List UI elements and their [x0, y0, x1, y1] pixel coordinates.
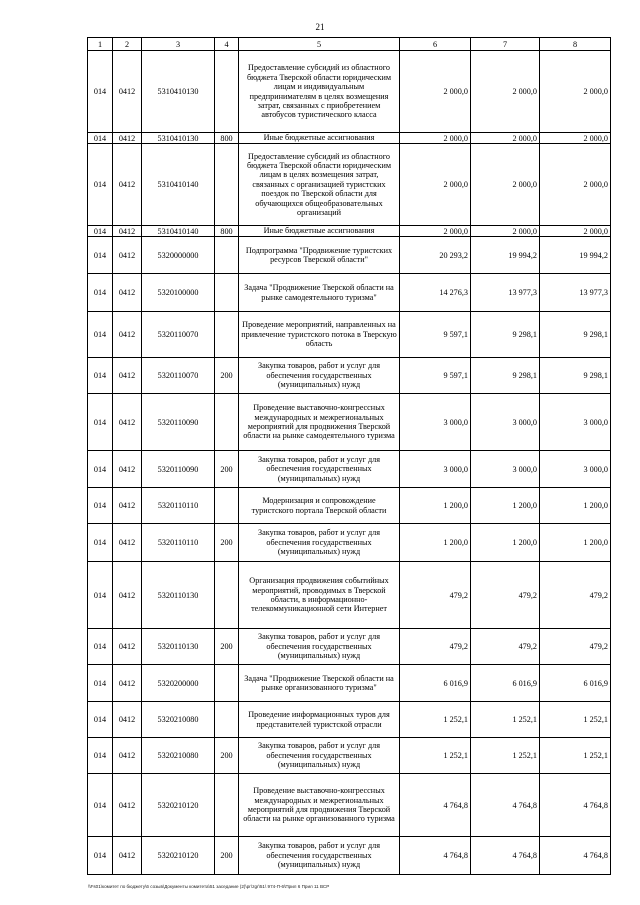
admin-code-cell: 014	[88, 562, 113, 629]
header-col-2: 2	[113, 38, 142, 51]
header-row	[88, 38, 611, 51]
table-row	[88, 133, 611, 144]
admin-code-cell: 014	[88, 837, 113, 875]
item-name-cell: Предоставление субсидий из областного бюджета Тверской области юридическим лицам в целях возмещения затрат, связанных с организацией туристских поездок по Тверской области для обучающихся общеобразовательных организаций	[239, 144, 400, 226]
table-row	[88, 665, 611, 702]
amount-year1-cell: 1 252,1	[400, 702, 471, 738]
expense-type-cell	[215, 237, 239, 274]
amount-year1-cell: 9 597,1	[400, 358, 471, 394]
amount-year2-cell: 2 000,0	[471, 226, 540, 237]
admin-code-cell: 014	[88, 133, 113, 144]
item-name-cell: Подпрограмма "Продвижение туристских ресурсов Тверской области"	[239, 237, 400, 274]
section-code-cell: 0412	[113, 702, 142, 738]
amount-year3-cell: 1 200,0	[540, 524, 611, 562]
amount-year1-cell: 2 000,0	[400, 226, 471, 237]
table-row	[88, 226, 611, 237]
amount-year3-cell: 9 298,1	[540, 312, 611, 358]
section-code-cell: 0412	[113, 394, 142, 451]
amount-year2-cell: 1 252,1	[471, 702, 540, 738]
footer-file-path: \\Fs01\комитет по бюджету\6 созыв\Документы комитета\51 заседание (2)\рг\zgr\51\ 974-П-6\Прил 6 Прил 11 ВСР	[88, 884, 330, 889]
section-code-cell: 0412	[113, 774, 142, 837]
expense-type-cell: 200	[215, 451, 239, 488]
item-name-cell: Закупка товаров, работ и услуг для обеспечения государственных (муниципальных) нужд	[239, 629, 400, 665]
target-article-cell: 5320110090	[142, 451, 215, 488]
admin-code-cell: 014	[88, 702, 113, 738]
expense-type-cell	[215, 562, 239, 629]
amount-year1-cell: 6 016,9	[400, 665, 471, 702]
item-name-cell: Иные бюджетные ассигнования	[239, 133, 400, 144]
header-col-6: 6	[400, 38, 471, 51]
amount-year2-cell: 6 016,9	[471, 665, 540, 702]
admin-code-cell: 014	[88, 774, 113, 837]
amount-year3-cell: 1 252,1	[540, 702, 611, 738]
amount-year1-cell: 479,2	[400, 629, 471, 665]
admin-code-cell: 014	[88, 358, 113, 394]
table-row	[88, 562, 611, 629]
expense-type-cell: 200	[215, 358, 239, 394]
amount-year3-cell: 6 016,9	[540, 665, 611, 702]
section-code-cell: 0412	[113, 488, 142, 524]
header-col-8: 8	[540, 38, 611, 51]
amount-year2-cell: 1 252,1	[471, 738, 540, 774]
admin-code-cell: 014	[88, 451, 113, 488]
section-code-cell: 0412	[113, 144, 142, 226]
amount-year3-cell: 4 764,8	[540, 774, 611, 837]
amount-year1-cell: 2 000,0	[400, 133, 471, 144]
header-col-5: 5	[239, 38, 400, 51]
section-code-cell: 0412	[113, 738, 142, 774]
section-code-cell: 0412	[113, 629, 142, 665]
target-article-cell: 5320110130	[142, 562, 215, 629]
table-row	[88, 358, 611, 394]
admin-code-cell: 014	[88, 274, 113, 312]
amount-year1-cell: 1 200,0	[400, 488, 471, 524]
section-code-cell: 0412	[113, 665, 142, 702]
amount-year1-cell: 3 000,0	[400, 451, 471, 488]
section-code-cell: 0412	[113, 524, 142, 562]
table-row	[88, 774, 611, 837]
target-article-cell: 5320210120	[142, 837, 215, 875]
target-article-cell: 5320110090	[142, 394, 215, 451]
target-article-cell: 5320210120	[142, 774, 215, 837]
amount-year2-cell: 1 200,0	[471, 524, 540, 562]
amount-year2-cell: 3 000,0	[471, 394, 540, 451]
expense-type-cell: 200	[215, 629, 239, 665]
target-article-cell: 5320000000	[142, 237, 215, 274]
amount-year3-cell: 1 252,1	[540, 738, 611, 774]
item-name-cell: Предоставление субсидий из областного бюджета Тверской области юридическим лицам и индивидуальным предпринимателям в целях возмещения затрат, связанных с приобретением автобусов туристического класса	[239, 51, 400, 133]
target-article-cell: 5320210080	[142, 738, 215, 774]
section-code-cell: 0412	[113, 562, 142, 629]
expense-type-cell: 800	[215, 133, 239, 144]
item-name-cell: Проведение мероприятий, направленных на привлечение туристского потока в Тверскую область	[239, 312, 400, 358]
table-row	[88, 738, 611, 774]
expense-type-cell	[215, 774, 239, 837]
amount-year1-cell: 2 000,0	[400, 51, 471, 133]
budget-table	[87, 37, 611, 875]
target-article-cell: 5320200000	[142, 665, 215, 702]
admin-code-cell: 014	[88, 144, 113, 226]
amount-year2-cell: 19 994,2	[471, 237, 540, 274]
item-name-cell: Модернизация и сопровождение туристского портала Тверской области	[239, 488, 400, 524]
expense-type-cell	[215, 488, 239, 524]
expense-type-cell: 200	[215, 738, 239, 774]
table-row	[88, 451, 611, 488]
expense-type-cell	[215, 702, 239, 738]
admin-code-cell: 014	[88, 312, 113, 358]
amount-year3-cell: 1 200,0	[540, 488, 611, 524]
amount-year3-cell: 479,2	[540, 629, 611, 665]
item-name-cell: Закупка товаров, работ и услуг для обеспечения государственных (муниципальных) нужд	[239, 524, 400, 562]
section-code-cell: 0412	[113, 358, 142, 394]
amount-year1-cell: 479,2	[400, 562, 471, 629]
table-row	[88, 702, 611, 738]
target-article-cell: 5310410130	[142, 133, 215, 144]
target-article-cell: 5320110110	[142, 488, 215, 524]
section-code-cell: 0412	[113, 226, 142, 237]
target-article-cell: 5320110130	[142, 629, 215, 665]
amount-year1-cell: 14 276,3	[400, 274, 471, 312]
amount-year3-cell: 2 000,0	[540, 226, 611, 237]
target-article-cell: 5320210080	[142, 702, 215, 738]
amount-year3-cell: 2 000,0	[540, 133, 611, 144]
amount-year2-cell: 1 200,0	[471, 488, 540, 524]
admin-code-cell: 014	[88, 226, 113, 237]
amount-year1-cell: 3 000,0	[400, 394, 471, 451]
amount-year2-cell: 2 000,0	[471, 51, 540, 133]
table-row	[88, 274, 611, 312]
admin-code-cell: 014	[88, 524, 113, 562]
header-col-7: 7	[471, 38, 540, 51]
header-col-3: 3	[142, 38, 215, 51]
item-name-cell: Закупка товаров, работ и услуг для обеспечения государственных (муниципальных) нужд	[239, 837, 400, 875]
amount-year3-cell: 3 000,0	[540, 451, 611, 488]
item-name-cell: Задача "Продвижение Тверской области на рынке самодеятельного туризма"	[239, 274, 400, 312]
target-article-cell: 5320110070	[142, 312, 215, 358]
admin-code-cell: 014	[88, 738, 113, 774]
amount-year1-cell: 1 200,0	[400, 524, 471, 562]
item-name-cell: Проведение информационных туров для представителей туристской отрасли	[239, 702, 400, 738]
item-name-cell: Закупка товаров, работ и услуг для обеспечения государственных (муниципальных) нужд	[239, 738, 400, 774]
section-code-cell: 0412	[113, 312, 142, 358]
header-col-1: 1	[88, 38, 113, 51]
item-name-cell: Закупка товаров, работ и услуг для обеспечения государственных (муниципальных) нужд	[239, 451, 400, 488]
section-code-cell: 0412	[113, 51, 142, 133]
section-code-cell: 0412	[113, 837, 142, 875]
target-article-cell: 5310410140	[142, 144, 215, 226]
amount-year1-cell: 4 764,8	[400, 837, 471, 875]
amount-year1-cell: 9 597,1	[400, 312, 471, 358]
amount-year3-cell: 4 764,8	[540, 837, 611, 875]
expense-type-cell	[215, 394, 239, 451]
amount-year3-cell: 2 000,0	[540, 144, 611, 226]
table-row	[88, 488, 611, 524]
amount-year3-cell: 479,2	[540, 562, 611, 629]
section-code-cell: 0412	[113, 274, 142, 312]
admin-code-cell: 014	[88, 237, 113, 274]
amount-year2-cell: 4 764,8	[471, 837, 540, 875]
admin-code-cell: 014	[88, 51, 113, 133]
amount-year2-cell: 3 000,0	[471, 451, 540, 488]
item-name-cell: Закупка товаров, работ и услуг для обеспечения государственных (муниципальных) нужд	[239, 358, 400, 394]
table-row	[88, 837, 611, 875]
amount-year2-cell: 13 977,3	[471, 274, 540, 312]
amount-year3-cell: 3 000,0	[540, 394, 611, 451]
amount-year3-cell: 19 994,2	[540, 237, 611, 274]
amount-year3-cell: 13 977,3	[540, 274, 611, 312]
target-article-cell: 5310410140	[142, 226, 215, 237]
amount-year1-cell: 20 293,2	[400, 237, 471, 274]
section-code-cell: 0412	[113, 237, 142, 274]
admin-code-cell: 014	[88, 394, 113, 451]
table-row	[88, 394, 611, 451]
item-name-cell: Задача "Продвижение Тверской области на рынке организованного туризма"	[239, 665, 400, 702]
item-name-cell: Проведение выставочно-конгрессных международных и межрегиональных мероприятий для продвижения Тверской области на рынке организованного туризма	[239, 774, 400, 837]
amount-year3-cell: 9 298,1	[540, 358, 611, 394]
expense-type-cell	[215, 51, 239, 133]
amount-year2-cell: 4 764,8	[471, 774, 540, 837]
table-row	[88, 629, 611, 665]
section-code-cell: 0412	[113, 451, 142, 488]
admin-code-cell: 014	[88, 629, 113, 665]
target-article-cell: 5320100000	[142, 274, 215, 312]
amount-year2-cell: 479,2	[471, 629, 540, 665]
amount-year1-cell: 4 764,8	[400, 774, 471, 837]
expense-type-cell	[215, 274, 239, 312]
expense-type-cell: 200	[215, 837, 239, 875]
expense-type-cell: 800	[215, 226, 239, 237]
amount-year2-cell: 2 000,0	[471, 133, 540, 144]
item-name-cell: Иные бюджетные ассигнования	[239, 226, 400, 237]
amount-year1-cell: 2 000,0	[400, 144, 471, 226]
table-row	[88, 51, 611, 133]
amount-year2-cell: 2 000,0	[471, 144, 540, 226]
amount-year2-cell: 9 298,1	[471, 358, 540, 394]
section-code-cell: 0412	[113, 133, 142, 144]
page-number: 21	[315, 22, 325, 32]
admin-code-cell: 014	[88, 665, 113, 702]
table-row	[88, 144, 611, 226]
amount-year3-cell: 2 000,0	[540, 51, 611, 133]
target-article-cell: 5320110070	[142, 358, 215, 394]
expense-type-cell: 200	[215, 524, 239, 562]
amount-year1-cell: 1 252,1	[400, 738, 471, 774]
amount-year2-cell: 9 298,1	[471, 312, 540, 358]
header-col-4: 4	[215, 38, 239, 51]
table-row	[88, 237, 611, 274]
amount-year2-cell: 479,2	[471, 562, 540, 629]
table-row	[88, 312, 611, 358]
item-name-cell: Организация продвижения событийных мероприятий, проводимых в Тверской области, в информационно-телекоммуникационной сети Интернет	[239, 562, 400, 629]
expense-type-cell	[215, 665, 239, 702]
table-row	[88, 524, 611, 562]
expense-type-cell	[215, 144, 239, 226]
admin-code-cell: 014	[88, 488, 113, 524]
target-article-cell: 5320110110	[142, 524, 215, 562]
target-article-cell: 5310410130	[142, 51, 215, 133]
item-name-cell: Проведение выставочно-конгрессных международных и межрегиональных мероприятий для продвижения Тверской области на рынке самодеятельного туризма	[239, 394, 400, 451]
expense-type-cell	[215, 312, 239, 358]
